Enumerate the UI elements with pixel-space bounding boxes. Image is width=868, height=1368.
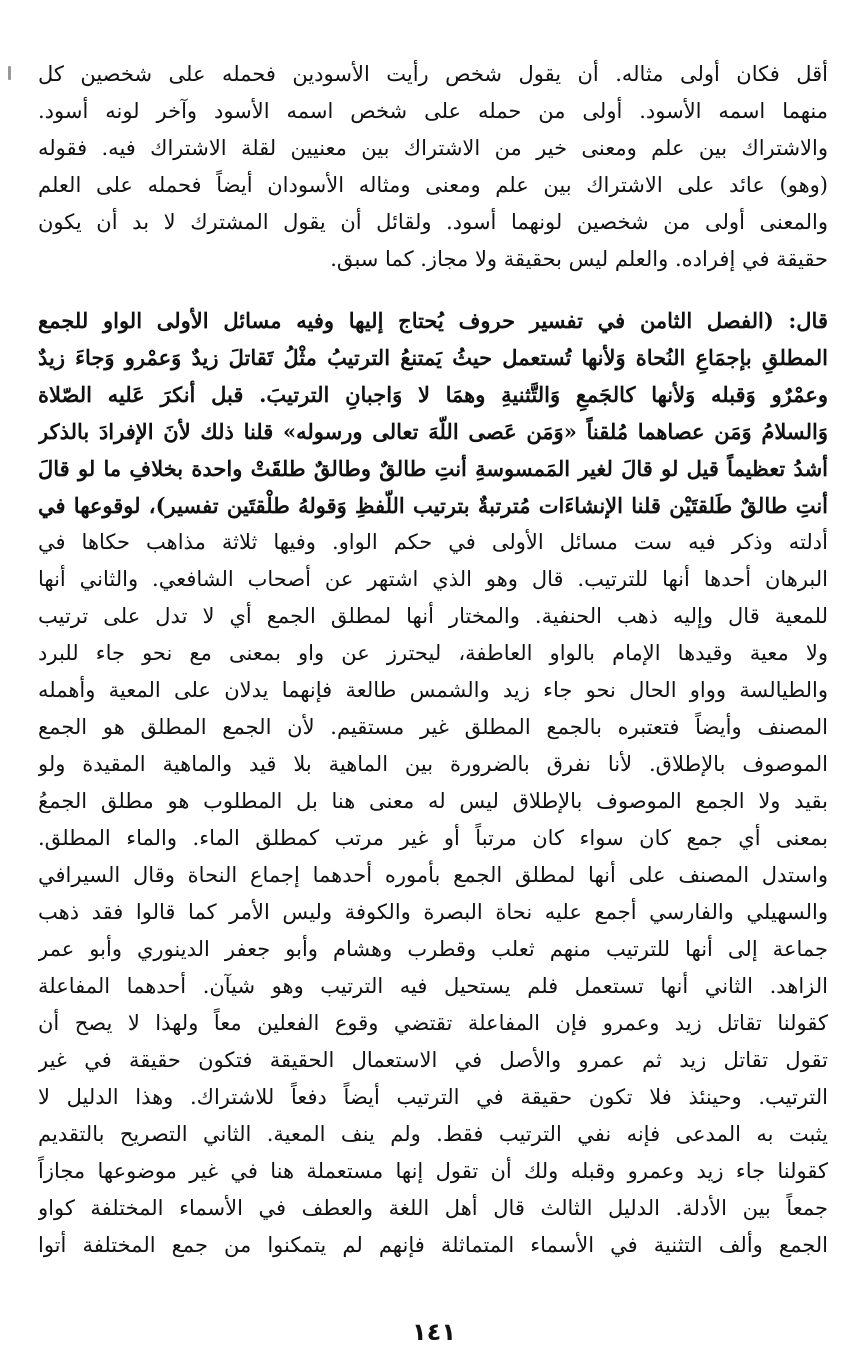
text-line: ولا معية وقيدها الإمام بالواو العاطفة، ليحترز عن واو بمعنى مع نحو جاء للبرد: [38, 641, 828, 665]
text-line: المصنف وأيضاً فتعتبره بالجمع المطلق غير مستقيم. لأن الجمع المطلق هو الجمع: [38, 715, 828, 739]
text-line-bold: وعمْرٌو وَقبله وَلأنها كالجَمعِ وَالتَّثنيةِ وهمَا لا وَاجبانِ الترتيبَ. قبل أنكرَ عَليه الصّلاة: [38, 382, 828, 407]
text-line-bold: وَالسلامُ وَمَن عصاهما مُلقناً «وَمَن عَصى اللّهَ تعالى ورسوله» قلنا ذلك لأنَ الإفرادَ بالذكر: [38, 419, 828, 444]
text-line-bold: أشدُ تعظيماً قيل لو قالَ لغير المَمسوسةِ أنتِ طالقٌ وطالقٌ طلقَتْ واحدة بخلافِ ما لو قالَ: [38, 456, 828, 481]
text-line: واستدل المصنف على أنها لمطلق الجمع بأموره أحدهما إجماع النحاة وقال السيرافي: [38, 863, 828, 887]
text-line: أقل فكان أولى مثاله. أن يقول شخص رأيت الأسودين فحمله على شخصين كل: [38, 62, 828, 86]
text-line: للمعية قال وإليه ذهب الحنفية. والمختار أنها لمطلق الجمع أي لا تدل على ترتيب: [38, 604, 828, 628]
text-line: الزاهد. الثاني أنها تستعمل فلم يستحيل فيه الترتيب وهو شيآن. أحدهما المفاعلة: [38, 974, 828, 998]
text-line-bold: قال: (الفصل الثامن في تفسير حروف يُحتاج إليها وفيه مسائل الأولى الواو للجمع: [38, 308, 828, 333]
text-line: كقولنا جاء زيد وعمرو وقبله ولك أن تقول إنها مستعملة هنا في غير موضوعها مجازاً: [38, 1159, 828, 1183]
text-line: كقولنا تقاتل زيد وعمرو فإن المفاعلة تقتضي وقوع الفعلين معاً ولهذا لا يصح أن: [38, 1011, 828, 1035]
text-line: والطيالسة وواو الحال نحو جاء زيد والشمس طالعة فإنهما يدلان على المعية وأهمله: [38, 678, 828, 702]
text-line-bold: المطلقِ بإجمَاعِ النُحاة وَلأنها تُستعمل حيثُ يَمتنعُ الترتيبُ مثْلُ تَقاتلَ زيدٌ وَعمْرو وَجاءَ زيدٌ: [38, 345, 828, 370]
text-line: البرهان أحدها أنها للترتيب. قال وهو الذي اشتهر عن أصحاب الشافعي. والثاني أنها: [38, 567, 828, 591]
text-line: (وهو) عائد على الاشتراك بين علم ومعنى ومثاله الأسودان أيضاً فحمله على العلم: [38, 173, 828, 197]
page-number: ١٤١: [412, 1318, 456, 1346]
paragraph-commentary-1: [38, 56, 828, 278]
scan-speck: [8, 66, 11, 80]
text-line: الجمع وألف التثنية في الأسماء المتماثلة فإنهم لم يتمكنوا من جمع المختلفة أتوا: [38, 1233, 828, 1257]
text-line: بقيد ولا الجمع الموصوف بالإطلاق ليس له معنى هنا بل المطلوب هو مطلق الجمعُ: [38, 789, 828, 813]
text-line: بمعنى أي جمع كان سواء كان مرتباً أو غير مرتب كمطلق الماء. والماء المطلق.: [38, 826, 828, 850]
page-body: [38, 56, 828, 1264]
text-line: جماعة إلى أنها للترتيب منهم ثعلب وقطرب وهشام وأبو جعفر الدينوري وأبو عمر: [38, 937, 828, 961]
text-line: الترتيب. وحينئذ فلا تكون حقيقة في الترتيب أيضاً دفعاً للاشتراك. وهذا الدليل لا: [38, 1085, 828, 1109]
paragraph-main-text: [38, 302, 828, 1264]
text-line: تقول تقاتل زيد ثم عمرو والأصل في الاستعمال الحقيقة فتكون حقيقة في غير: [38, 1048, 828, 1072]
text-line: يثبت به المدعى فإنه نفي الترتيب فقط. ولم ينف المعية. الثاني التصريح بالتقديم: [38, 1122, 828, 1146]
text-line: الموصوف بالإطلاق. لأنا نفرق بالضرورة بين الماهية بلا قيد والماهية المقيدة ولو: [38, 752, 828, 776]
text-line: والمعنى أولى من شخصين لونهما أسود. ولقائل أن يقول المشترك لا بد أن يكون: [38, 210, 828, 234]
text-line: والسهيلي والفارسي أجمع عليه نحاة البصرة والكوفة وليس الأمر كما قالوا فقد ذهب: [38, 900, 828, 924]
text-line: أدلته وذكر فيه ست مسائل الأولى في حكم الواو. وفيها ثلاثة مذاهب حكاها في: [38, 530, 828, 554]
text-line: والاشتراك بين علم ومعنى خير من الاشتراك بين معنيين لقلة الاشتراك فيه. فقوله: [38, 136, 828, 160]
text-line: منهما اسمه الأسود. أولى من حمله على شخص اسمه الأسود وآخر لونه أسود.: [38, 99, 828, 123]
text-line: حقيقة في إفراده. والعلم ليس بحقيقة ولا مجاز. كما سبق.: [330, 247, 828, 271]
text-line-bold: أنتِ طالقٌ طَلقتَيْن قلنا الإنشاءَات مُترتبةٌ بترتيب اللّفظِ وَقولهُ طلْقتَين تفسير)، لوقوعها في: [38, 493, 828, 518]
text-line: جمعاً بين الأدلة. الدليل الثالث قال أهل اللغة والعطف في الأسماء المختلفة كواو: [38, 1196, 828, 1220]
